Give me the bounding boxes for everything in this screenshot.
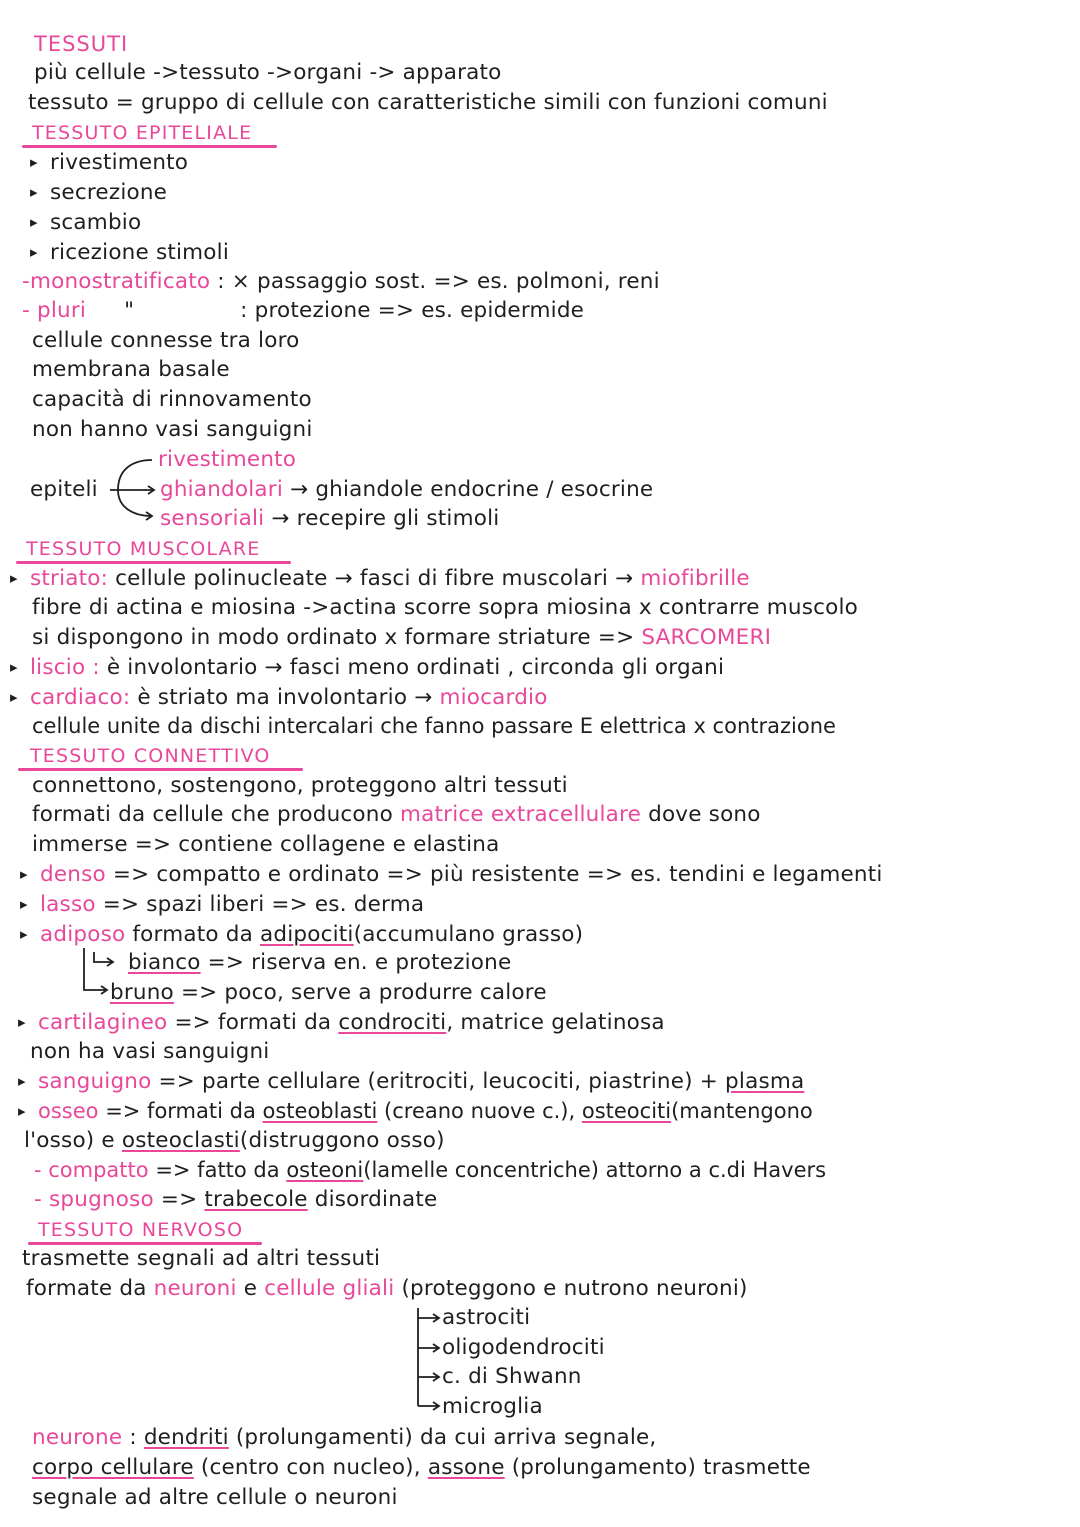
heading-connettivo: TESSUTO CONNETTIVO — [30, 745, 271, 767]
bullet-icon: ▸ — [30, 153, 38, 171]
epiteli-label: epiteli — [30, 477, 98, 502]
epitelio-sensoriali: sensoriali → recepire gli stimoli — [160, 506, 500, 531]
heading-epiteliale: TESSUTO EPITELIALE — [32, 122, 253, 144]
epitelio-ghiandolari: ghiandolari → ghiandole endocrine / esocrine — [160, 477, 654, 502]
epitelio-note: membrana basale — [32, 357, 230, 382]
bullet-icon: ▸ — [10, 658, 18, 676]
connettivo-line: connettono, sostengono, proteggono altri tessuti — [32, 773, 568, 798]
sarcomeri-line: si dispongono in modo ordinato x formare striature => SARCOMERI — [32, 625, 772, 650]
sanguigno-line: ▸ sanguigno => parte cellulare (eritrociti, leucociti, piastrine) + plasma — [18, 1069, 805, 1094]
bullet-icon: ▸ — [10, 569, 18, 587]
liscio-line: ▸ liscio : è involontario → fasci meno ordinati , circonda gli organi — [10, 655, 725, 680]
bullet-icon: ▸ — [30, 213, 38, 231]
bianco-line: bianco => riserva en. e protezione — [128, 950, 512, 975]
fibre-line: fibre di actina e miosina ->actina scorre sopra miosina x contrarre muscolo — [32, 595, 859, 620]
bullet-icon: ▸ — [10, 688, 18, 706]
intro-definition: tessuto = gruppo di cellule con caratteristiche simili con funzioni comuni — [28, 90, 828, 115]
bullet-icon: ▸ — [20, 895, 28, 913]
glia-type: oligodendrociti — [442, 1335, 605, 1360]
branch-arrows-icon — [104, 450, 164, 520]
heading-nervoso: TESSUTO NERVOSO — [38, 1219, 244, 1241]
heading-muscolare: TESSUTO MUSCOLARE — [26, 538, 261, 560]
corpo-line: corpo cellulare (centro con nucleo), assone (prolungamento) trasmette — [32, 1455, 811, 1480]
bullet-icon: ▸ — [18, 1102, 26, 1120]
heading-underline — [18, 768, 303, 771]
epitelio-note: capacità di rinnovamento — [32, 387, 312, 412]
cardiaco-line: ▸ cardiaco: è striato ma involontario → miocardio — [10, 685, 548, 710]
epitelio-rivestimento: rivestimento — [158, 447, 297, 472]
page-title: TESSUTI — [34, 32, 129, 56]
glia-type: astrociti — [442, 1305, 531, 1330]
segnale-line: segnale ad altre cellule o neuroni — [32, 1485, 398, 1510]
bullet-icon: ▸ — [30, 183, 38, 201]
spugnoso-line: - spugnoso => trabecole disordinate — [34, 1187, 438, 1212]
list-item: ▸ scambio — [30, 210, 142, 235]
monostratificato-line: -monostratificato : × passaggio sost. => es. polmoni, reni — [22, 269, 660, 294]
dischi-line: cellule unite da dischi intercalari che fanno passare E elettrica x contrazione — [32, 714, 836, 738]
connettivo-line: formati da cellule che producono matrice extracellulare dove sono — [32, 802, 761, 827]
cartilagineo-note: non ha vasi sanguigni — [30, 1039, 270, 1064]
bullet-icon: ▸ — [30, 243, 38, 261]
compatto-line: - compatto => fatto da osteoni(lamelle concentriche) attorno a c.di Havers — [34, 1158, 827, 1182]
list-item: ▸ rivestimento — [30, 150, 189, 175]
list-item: ▸ secrezione — [30, 180, 168, 205]
osso-line: l'osso) e osteoclasti(distruggono osso) — [24, 1128, 445, 1153]
glia-type: c. di Shwann — [442, 1364, 582, 1389]
bruno-line: bruno => poco, serve a produrre calore — [110, 980, 547, 1005]
list-item: ▸ ricezione stimoli — [30, 240, 230, 265]
bullet-icon: ▸ — [18, 1072, 26, 1090]
nervoso-line: trasmette segnali ad altri tessuti — [22, 1246, 381, 1271]
cartilagineo-line: ▸ cartilagineo => formati da condrociti, matrice gelatinosa — [18, 1010, 665, 1035]
intro-chain: più cellule ->tessuto ->organi -> apparato — [34, 60, 502, 85]
bullet-icon: ▸ — [20, 925, 28, 943]
neurone-line: neurone : dendriti (prolungamenti) da cui arriva segnale, — [32, 1425, 657, 1450]
denso-line: ▸ denso => compatto e ordinato => più resistente => es. tendini e legamenti — [20, 862, 883, 887]
pluristratificato-line: - pluri " : protezione => es. epidermide — [22, 298, 585, 323]
epitelio-note: non hanno vasi sanguigni — [32, 417, 313, 442]
bullet-icon: ▸ — [18, 1013, 26, 1031]
glia-type: microglia — [442, 1394, 543, 1419]
osseo-line: ▸ osseo => formati da osteoblasti (creano nuove c.), osteociti(mantengono — [18, 1099, 813, 1123]
bullet-icon: ▸ — [20, 865, 28, 883]
connettivo-line: immerse => contiene collagene e elastina — [32, 832, 500, 857]
epitelio-note: cellule connesse tra loro — [32, 328, 300, 353]
lasso-line: ▸ lasso => spazi liberi => es. derma — [20, 892, 425, 917]
adiposo-line: ▸ adiposo formato da adipociti(accumulano grasso) — [20, 922, 584, 947]
nervoso-line: formate da neuroni e cellule gliali (proteggono e nutrono neuroni) — [26, 1276, 748, 1301]
striato-line: ▸ striato: cellule polinucleate → fasci di fibre muscolari → miofibrille — [10, 566, 750, 591]
